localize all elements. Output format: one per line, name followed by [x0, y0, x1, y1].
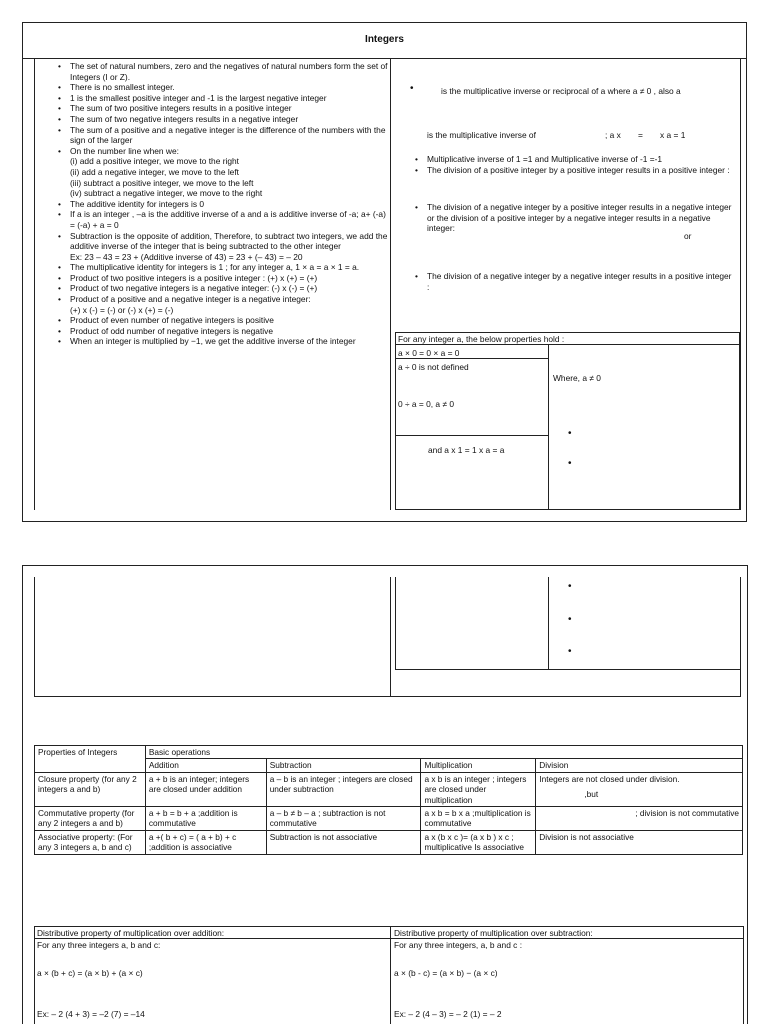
number-line-step: (iii) subtract a positive integer, we move to the left	[70, 177, 254, 188]
distributive-add-intro: For any three integers a, b and c:	[37, 940, 161, 950]
table-cell: a x b = b x a ;multiplication is commutative	[421, 807, 536, 831]
table-cell: ; division is not commutative	[536, 807, 743, 831]
column-header: Multiplication	[421, 759, 536, 772]
inverse-of-text: is the multiplicative inverse of	[427, 130, 536, 140]
page-2-top-edge	[22, 565, 747, 566]
division-closure: Integers are not closed under division.	[539, 773, 680, 784]
table-cell: a x b is an integer ; integers are closed under multiplication	[421, 772, 536, 806]
table-cell: Subtraction is not associative	[266, 830, 421, 854]
distributive-sub-formula: a × (b - c) = (a × b) − (a × c)	[394, 968, 498, 978]
distributive-add-example: Ex: – 2 (4 + 3) = –2 (7) = –14	[37, 1009, 145, 1019]
left-edge-line	[34, 58, 35, 510]
list-item: • If a is an integer , –a is the additive inverse of a and a is additive inverse of -a; a+ (-a) = (-a) + a = 0	[52, 209, 388, 230]
continued-frame-bottom	[34, 696, 740, 697]
bullet-icon: •	[410, 83, 414, 94]
column-header: Division	[536, 759, 743, 772]
continued-mid-line	[390, 577, 391, 697]
list-item	[52, 294, 388, 315]
list-item: • When an integer is multiplied by −1, we get the additive inverse of the integer	[52, 336, 388, 347]
bullet-icon: •	[568, 581, 572, 592]
list-item: • Multiplicative inverse of 1 =1 and Multiplicative inverse of -1 =-1	[409, 154, 735, 165]
neg-by-pos-block	[409, 202, 735, 234]
table-cell: a – b ≠ b – a ; subtraction is not commutative	[266, 807, 421, 831]
distributive-sub-intro: For any three integers, a, b and c :	[394, 940, 523, 950]
table-cell: a + b is an integer; integers are closed under addition	[145, 772, 266, 806]
continued-col-line	[548, 577, 549, 669]
list-item: • Product of two negative integers is a negative integer: (-) x (-) = (+)	[52, 283, 388, 294]
right-list	[409, 154, 735, 175]
distributive-mid	[390, 926, 391, 1024]
continued-right-line	[740, 577, 741, 697]
page-2-right-edge	[747, 565, 748, 1024]
number-line-intro: On the number line when we:	[70, 145, 179, 156]
list-item	[52, 146, 388, 199]
row-header: Closure property (for any 2 integers a and b)	[35, 772, 146, 806]
distributive-left-edge	[34, 926, 35, 1024]
table-row	[35, 772, 743, 806]
page-title: Integers	[365, 34, 404, 45]
props-heading: For any integer a, the below properties hold :	[398, 334, 565, 344]
page-2-left-edge	[22, 565, 23, 1024]
table-cell	[536, 772, 743, 806]
list-item: • The sum of two positive integers results in a positive integer	[52, 103, 388, 114]
list-item: • The sum of two negative integers results in a negative integer	[52, 114, 388, 125]
props-column-divider	[548, 344, 549, 510]
column-header: Subtraction	[266, 759, 421, 772]
list-item: • Product of two positive integers is a positive integer : (+) x (+) = (+)	[52, 273, 388, 284]
distributive-add-heading: Distributive property of multiplication over addition:	[37, 928, 225, 938]
table-row	[35, 807, 743, 831]
ax-text: ; a x	[605, 130, 621, 140]
list-item: • Product of odd number of negative integers is negative	[52, 326, 388, 337]
zero-product: a × 0 = 0 × a = 0	[398, 348, 460, 358]
row-header: Associative property: (For any 3 integers a, b and c)	[35, 830, 146, 854]
table-row	[35, 830, 743, 854]
column-divider	[390, 58, 391, 510]
list-item	[52, 231, 388, 263]
where-note: Where, a ≠ 0	[553, 373, 601, 383]
list-item: • The additive identity for integers is 0	[52, 199, 388, 210]
list-item: • The multiplicative identity for integers is 1 ; for any integer a, 1 × a = a × 1 = a.	[52, 262, 388, 273]
list-item: • Product of even number of negative integers is positive	[52, 315, 388, 326]
bullet-icon: •	[568, 614, 572, 625]
neg-by-neg-block	[409, 271, 735, 292]
left-column	[52, 61, 388, 347]
bullet-icon: •	[568, 458, 572, 469]
list-item: • The division of a negative integer by a positive integer results in a negative integer or the division of a positive integer by a negative integer results in a negative integer:	[409, 202, 735, 234]
div-by-zero: a ÷ 0 is not defined	[398, 362, 469, 372]
table-cell: a – b is an integer ; integers are closed under subtraction	[266, 772, 421, 806]
table-cell: a + b = b + a ;addition is commutative	[145, 807, 266, 831]
list-item: • The division of a negative integer by a negative integer results in a positive integer :	[409, 271, 735, 292]
number-line-step: (ii) add a negative integer, we move to the left	[70, 166, 239, 177]
bullet-icon: •	[568, 428, 572, 439]
bullet-icon: •	[568, 646, 572, 657]
mixed-product-rule: Product of a positive and a negative integer is a negative integer:	[70, 294, 311, 305]
column-header: Addition	[145, 759, 266, 772]
division-closure-extra: ,but	[584, 789, 599, 800]
mixed-product-formula: (+) x (-) = (-) or (-) x (+) = (-)	[70, 304, 174, 315]
continued-left-line	[34, 577, 35, 697]
number-line-step: (iv) subtract a negative integer, we move to the right	[70, 188, 263, 199]
distributive-right-edge	[743, 926, 744, 1024]
table-cell: Division is not associative	[536, 830, 743, 854]
zero-division: 0 ÷ a = 0, a ≠ 0	[398, 399, 454, 409]
xa-text: x a = 1	[660, 130, 686, 140]
right-edge-line	[740, 58, 741, 510]
subtraction-example: Ex: 23 – 43 = 23 + (Additive inverse of 43) = 23 + (– 43) = – 20	[70, 251, 303, 262]
distributive-sub-example: Ex: – 2 (4 – 3) = – 2 (1) = – 2	[394, 1009, 502, 1019]
table-cell: a x (b x c )= (a x b ) x c ; multiplicative Is associative	[421, 830, 536, 854]
identity-property: and a x 1 = 1 x a = a	[428, 445, 505, 455]
or-word: or	[684, 231, 692, 241]
list-item: • There is no smallest integer.	[52, 82, 388, 93]
table-group-header: Basic operations	[145, 746, 742, 759]
continued-inner-line	[395, 577, 396, 669]
props-row-divider	[395, 435, 548, 436]
subtraction-rule: Subtraction is the opposite of addition, Therefore, to subtract two integers, we add the additive inverse of the integer that is being subtracted to the other integer	[70, 230, 388, 252]
distributive-sub-heading: Distributive property of multiplication over subtraction:	[394, 928, 593, 938]
reciprocal-text: is the multiplicative inverse or reciprocal of a where a ≠ 0 , also a	[441, 86, 681, 96]
table-corner: Properties of Integers	[35, 746, 146, 773]
title-divider	[22, 58, 747, 59]
list-item: • The sum of a positive and a negative integer is the difference of the numbers with the sign of the larger	[52, 125, 388, 146]
list-item: • 1 is the smallest positive integer and -1 is the largest negative integer	[52, 93, 388, 104]
continued-box-bottom	[395, 669, 740, 670]
number-line-step: (i) add a positive integer, we move to the right	[70, 156, 239, 167]
distributive-top	[34, 926, 743, 927]
list-item: • The set of natural numbers, zero and the negatives of natural numbers form the set of Integers (I or Z).	[52, 61, 388, 82]
list-item: • The division of a positive integer by a positive integer results in a positive integer :	[409, 165, 735, 176]
distributive-add-formula: a × (b + c) = (a × b) + (a × c)	[37, 968, 143, 978]
row-header: Commutative property (for any 2 integers a and b)	[35, 807, 146, 831]
properties-table	[34, 745, 743, 855]
equals-text: =	[638, 130, 643, 140]
table-cell: a +( b + c) = ( a + b) + c ;addition is associative	[145, 830, 266, 854]
